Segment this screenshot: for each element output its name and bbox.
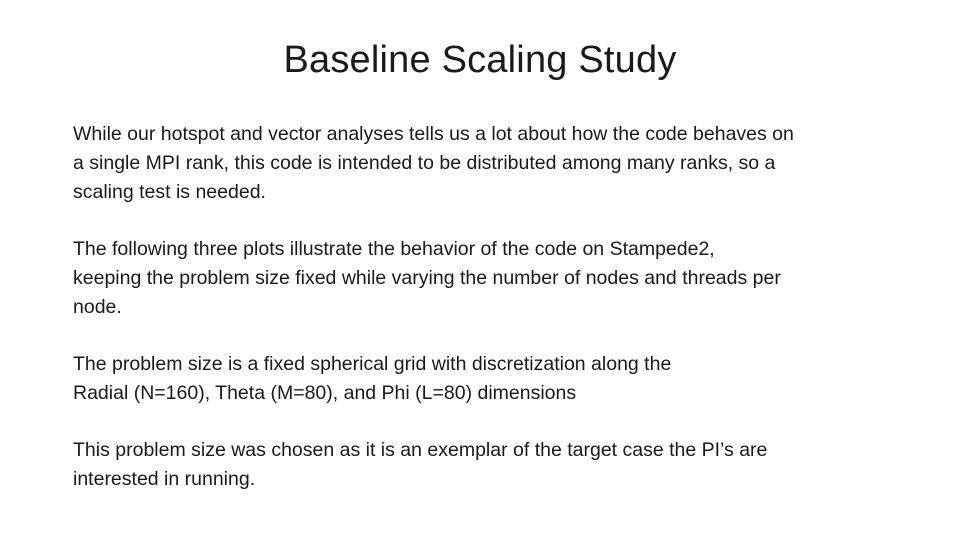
slide-body [73, 120, 893, 522]
text-line: scaling test is needed. [73, 181, 266, 203]
text-line: a single MPI rank, this code is intended to be distributed among many ranks, so a [73, 152, 776, 174]
paragraph-scaling-intro [73, 120, 893, 207]
text-line: The following three plots illustrate the behavior of the code on Stampede2, [73, 238, 715, 260]
paragraph-problem-rationale [73, 436, 893, 494]
paragraph-plots-description [73, 235, 893, 322]
text-line: The problem size is a fixed spherical grid with discretization along the [73, 353, 672, 375]
text-line: This problem size was chosen as it is an exemplar of the target case the PI’s are [73, 439, 768, 461]
text-line: node. [73, 296, 122, 318]
text-line: keeping the problem size fixed while varying the number of nodes and threads per [73, 267, 781, 289]
text-line: While our hotspot and vector analyses tells us a lot about how the code behaves on [73, 123, 794, 145]
text-line: interested in running. [73, 468, 256, 490]
text-line: Radial (N=160), Theta (M=80), and Phi (L=80) dimensions [73, 382, 577, 404]
paragraph-problem-size [73, 350, 893, 408]
slide-title: Baseline Scaling Study [283, 39, 677, 81]
